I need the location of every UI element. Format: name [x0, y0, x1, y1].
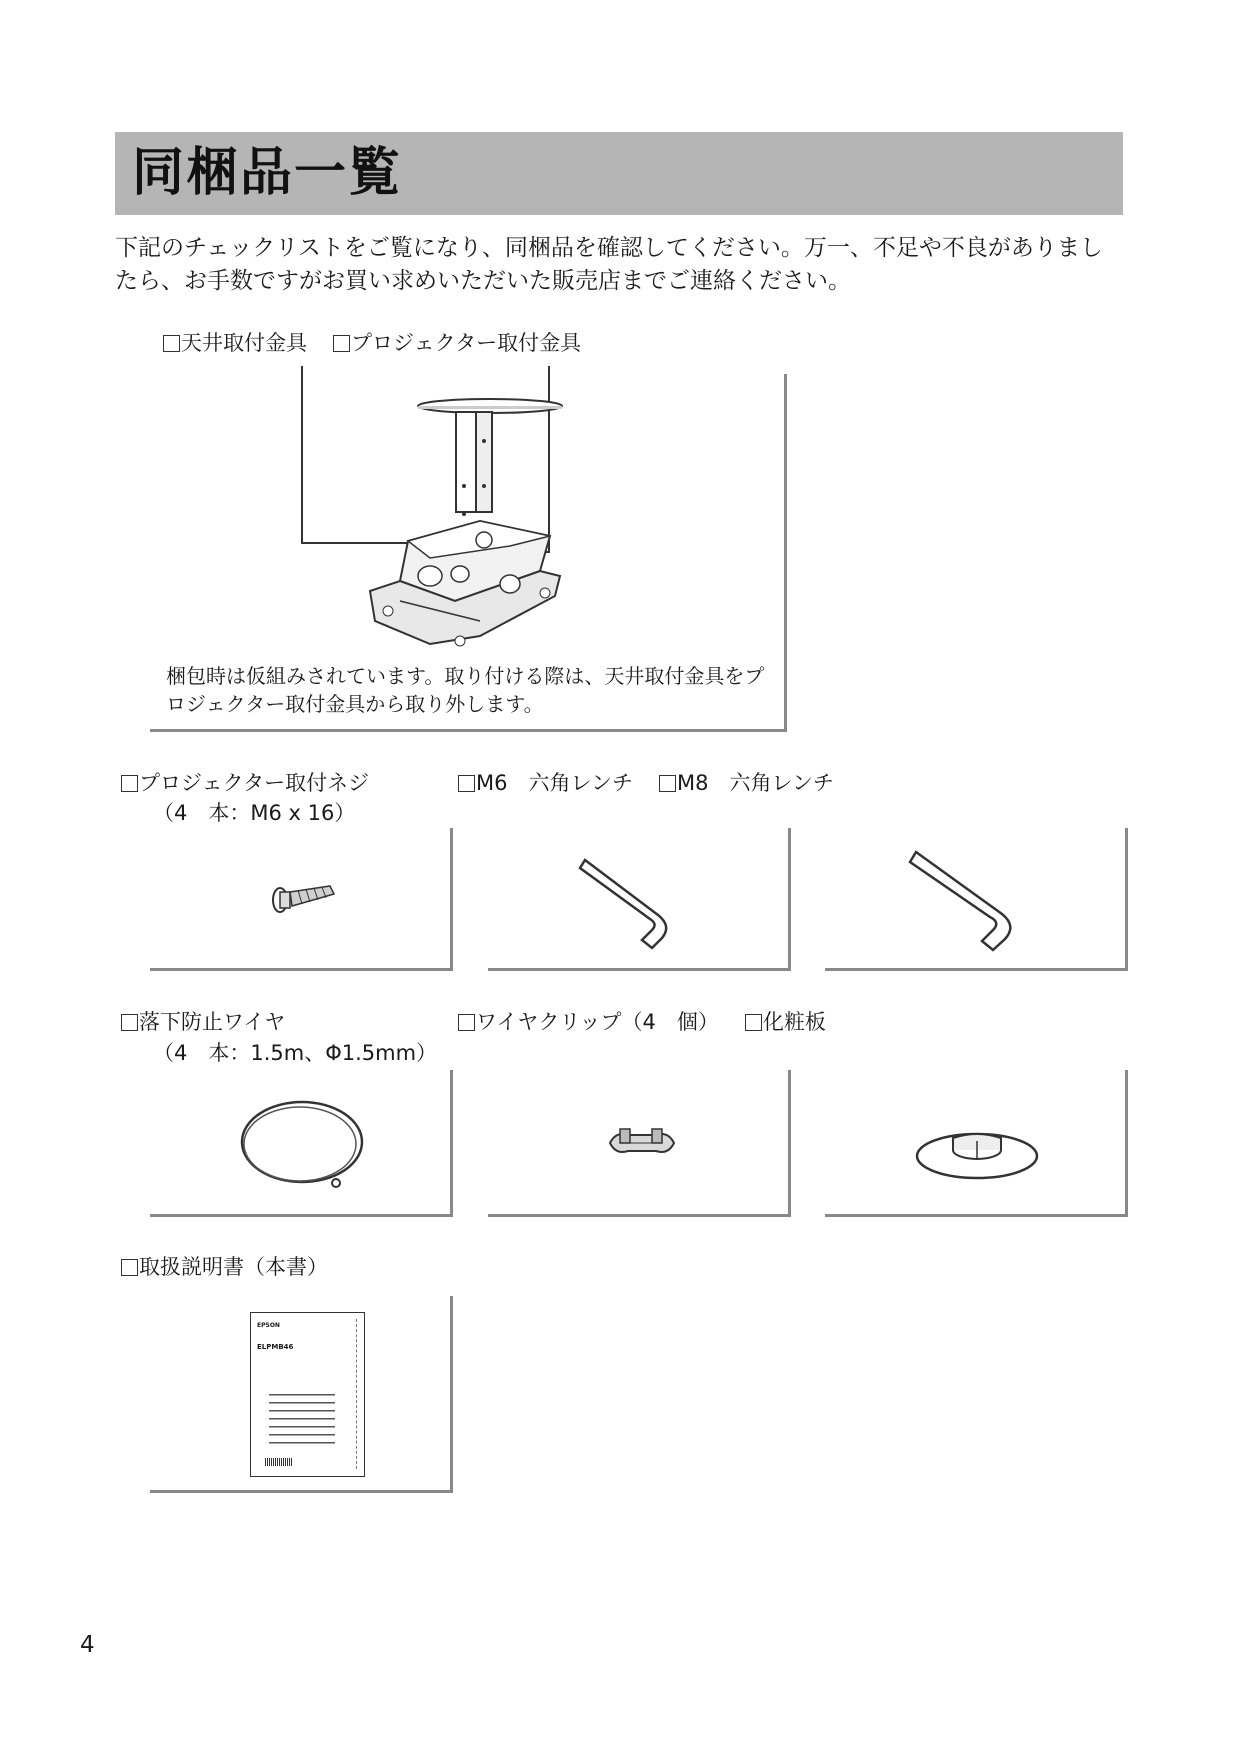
wire-clip-illustration — [606, 1125, 678, 1159]
manual-brand: EPSON — [257, 1322, 280, 1329]
manual-cover — [250, 1312, 365, 1477]
safety-wire-illustration — [238, 1098, 368, 1190]
label-ceiling-plate: 天井取付金具 — [181, 331, 307, 355]
label-m6-wrench: M6 六角レンチ — [476, 771, 633, 795]
label-wire-clip: ワイヤクリップ（4 個） — [476, 1010, 719, 1034]
page-number: 4 — [80, 1632, 95, 1658]
checklist-row-clip-cover — [458, 1007, 826, 1037]
m6-wrench-illustration — [580, 850, 700, 955]
checkbox-manual[interactable] — [121, 1259, 138, 1276]
checklist-row-screws — [121, 768, 369, 798]
barcode-icon — [265, 1458, 293, 1466]
checkbox-wire-clip[interactable] — [458, 1014, 475, 1031]
manual-toc-lines — [269, 1389, 335, 1447]
m8-wrench-illustration — [910, 842, 1045, 957]
checklist-row-wrenches — [458, 768, 834, 798]
checkbox-m8-wrench[interactable] — [659, 775, 676, 792]
intro-text: 下記のチェックリストをご覧になり、同梱品を確認してください。万一、不足や不良がありましたら、お手数ですがお買い求めいただいた販売店までご連絡ください。 — [115, 235, 1103, 294]
ceiling-mount-illustration — [360, 396, 570, 656]
wire-spec: （4 本：1.5m、Φ1.5mm） — [153, 1041, 438, 1065]
mount-note: 梱包時は仮組みされています。取り付ける際は、天井取付金具をプロジェクター取付金具から取り外します。 — [166, 664, 765, 716]
checklist-row-manual — [121, 1252, 328, 1282]
label-manual: 取扱説明書（本書） — [139, 1255, 328, 1279]
label-projector-plate: プロジェクター取付金具 — [351, 331, 582, 355]
checkbox-cover-plate[interactable] — [745, 1014, 762, 1031]
checkbox-wire[interactable] — [121, 1014, 138, 1031]
checkbox-m6-wrench[interactable] — [458, 775, 475, 792]
checkbox-screws[interactable] — [121, 775, 138, 792]
label-cover-plate: 化粧板 — [762, 1010, 826, 1034]
label-screws: プロジェクター取付ネジ — [139, 771, 370, 795]
page-title: 同梱品一覧 — [132, 143, 403, 203]
manual-model: ELPMB46 — [257, 1343, 294, 1351]
checklist-row-wire — [121, 1007, 285, 1037]
screws-spec: （4 本：M6 x 16） — [153, 801, 356, 825]
label-wire: 落下防止ワイヤ — [139, 1010, 286, 1034]
cover-plate-illustration — [915, 1122, 1040, 1182]
screw-illustration — [270, 880, 340, 916]
label-m8-wrench: M8 六角レンチ — [676, 771, 834, 795]
